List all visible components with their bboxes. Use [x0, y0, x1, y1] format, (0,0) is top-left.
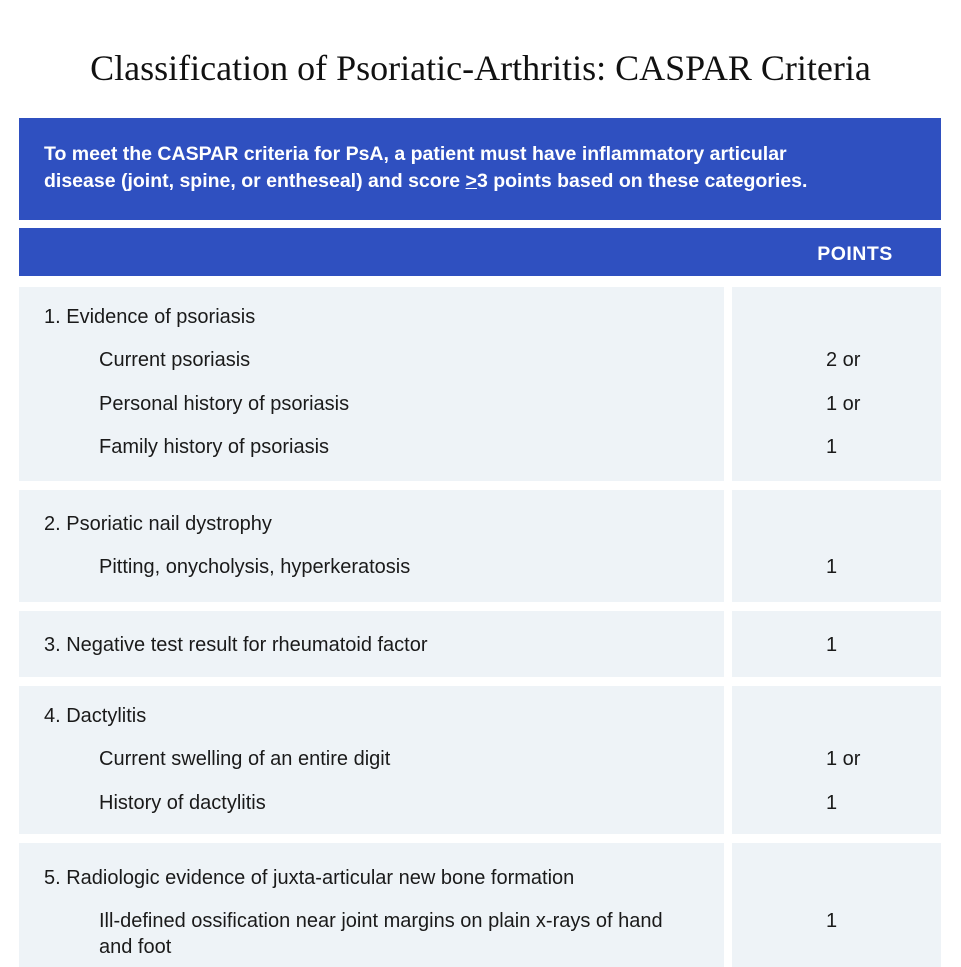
criterion-label: History of dactylitis — [99, 792, 266, 814]
criterion-points: 1 — [826, 910, 838, 932]
points-cell — [732, 843, 941, 967]
criterion-label: Ill-defined ossification near joint margins on plain x-rays of hand and foot — [99, 910, 663, 958]
criterion-label: Personal history of psoriasis — [99, 393, 350, 415]
category-cell — [19, 490, 724, 602]
criterion-label: Current psoriasis — [99, 349, 251, 371]
category-row-4 — [19, 686, 941, 834]
criterion-label: Pitting, onycholysis, hyperkeratosis — [99, 556, 411, 578]
intro-line-2-end: 3 points based on these categories. — [476, 170, 808, 192]
points-cell — [732, 490, 941, 602]
category-row-3 — [19, 611, 941, 677]
category-row-5 — [19, 843, 941, 967]
category-heading: 1. Evidence of psoriasis — [44, 306, 256, 328]
criterion-points: 1 — [826, 436, 838, 458]
criterion-points: 1 — [826, 556, 838, 578]
category-heading: 2. Psoriatic nail dystrophy — [44, 513, 272, 535]
greater-equal-symbol: > — [465, 170, 477, 192]
category-heading: 3. Negative test result for rheumatoid factor — [44, 634, 428, 656]
criterion-label: Current swelling of an entire digit — [99, 748, 391, 770]
criterion-points: 1 or — [826, 748, 861, 770]
criterion-points: 2 or — [826, 349, 861, 371]
category-row-1 — [19, 287, 941, 481]
intro-line-2 — [44, 168, 917, 195]
category-heading: 4. Dactylitis — [44, 705, 147, 727]
category-heading: 5. Radiologic evidence of juxta-articular new bone formation — [44, 867, 575, 889]
criterion-points: 1 — [826, 792, 838, 814]
intro-line-2-start: disease (joint, spine, or entheseal) and score — [44, 170, 466, 192]
page-title: Classification of Psoriatic-Arthritis: CASPAR Criteria — [90, 48, 871, 88]
intro-box — [19, 118, 941, 220]
criterion-label: Family history of psoriasis — [99, 436, 330, 458]
points-header-bar — [19, 228, 941, 276]
category-row-2 — [19, 490, 941, 602]
intro-line-1: To meet the CASPAR criteria for PsA, a patient must have inflammatory articular — [44, 143, 787, 165]
points-column-header: POINTS — [817, 243, 893, 265]
criterion-points: 1 — [826, 634, 838, 656]
criterion-points: 1 or — [826, 393, 861, 415]
